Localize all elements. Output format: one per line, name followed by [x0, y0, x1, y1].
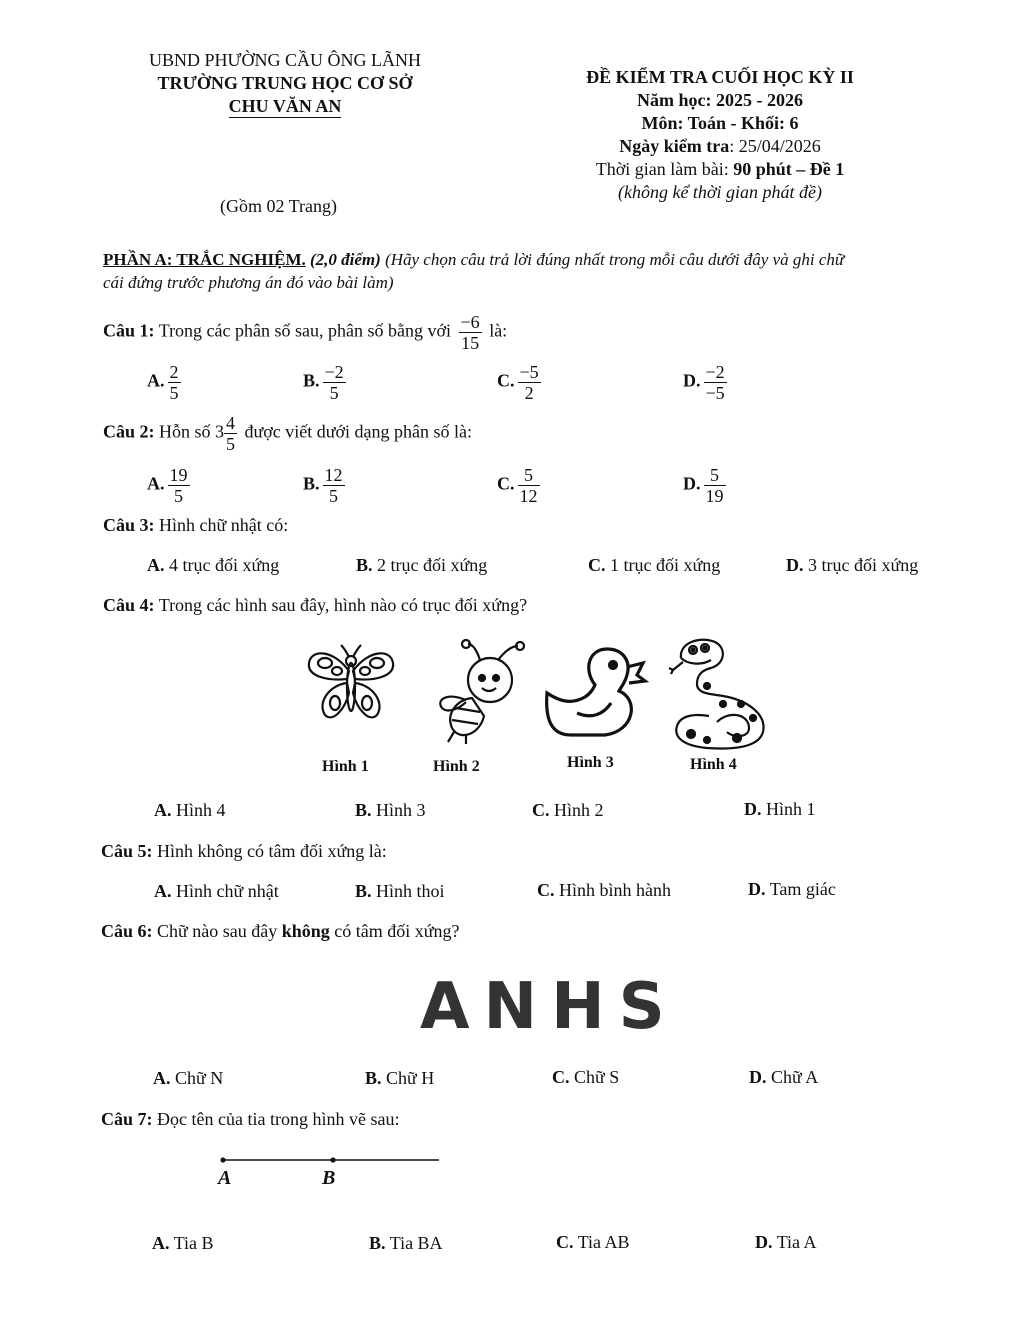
duration-value: 90 phút – Đề 1 — [733, 159, 845, 179]
fraction-numerator: 5 — [704, 465, 726, 486]
q6-option-c[interactable] — [552, 1067, 619, 1088]
option-fraction — [323, 362, 346, 403]
figure-4-caption: Hình 4 — [690, 756, 737, 773]
fraction-numerator: −5 — [519, 362, 539, 382]
option-letter: B. — [356, 555, 373, 575]
q4-option-c[interactable] — [532, 800, 604, 821]
authority-name: UBND PHƯỜNG CẦU ÔNG LÃNH — [149, 50, 421, 70]
q7-option-b[interactable] — [369, 1233, 443, 1254]
snake-icon — [667, 634, 773, 752]
figure-2-caption: Hình 2 — [433, 758, 480, 775]
option-letter: A. — [147, 473, 165, 494]
option-letter: A. — [153, 1068, 171, 1088]
option-text: Tam giác — [769, 879, 836, 899]
q6-option-d[interactable] — [749, 1067, 818, 1088]
exam-duration — [560, 158, 880, 181]
option-letter: A. — [147, 370, 165, 391]
option-letter: B. — [355, 800, 372, 820]
fraction-numerator: −6 — [460, 312, 480, 332]
option-letter: D. — [755, 1232, 773, 1252]
option-text: Hình thoi — [376, 881, 445, 901]
figure-1-caption: Hình 1 — [322, 758, 369, 775]
option-text: Tia B — [173, 1233, 214, 1253]
option-text: 4 trục đối xứng — [169, 555, 280, 575]
fraction-denominator: 2 — [524, 383, 534, 403]
fraction-denominator: 12 — [519, 486, 538, 506]
section-a-title: PHẦN A: TRẮC NGHIỆM. — [103, 250, 306, 269]
question-1-label: Câu 1: — [103, 320, 155, 341]
question-7 — [101, 1109, 399, 1130]
question-3 — [103, 515, 288, 536]
section-a-heading — [103, 248, 953, 294]
fraction-denominator: 5 — [174, 486, 183, 506]
school-type: TRƯỜNG TRUNG HỌC CƠ SỞ — [157, 73, 413, 93]
fraction-denominator: 5 — [169, 383, 179, 403]
q4-option-a[interactable] — [154, 800, 226, 821]
fraction-numerator: 2 — [169, 362, 179, 382]
question-1-text: Trong các phân số sau, phân số bằng với — [158, 320, 452, 341]
letters-display: ANHS — [420, 970, 679, 1044]
question-6 — [101, 921, 460, 942]
option-letter: C. — [556, 1232, 574, 1252]
question-1-fraction — [459, 312, 482, 353]
section-a-instruction: (Hãy chọn câu trả lời đúng nhất trong mỗi câu dưới đây và ghi chữ — [385, 250, 845, 269]
point-b-label: B — [322, 1167, 336, 1189]
q3-option-d[interactable] — [786, 555, 918, 576]
q5-option-c[interactable] — [537, 880, 671, 901]
q2-option-d[interactable] — [683, 465, 729, 506]
option-text: Hình 1 — [766, 799, 816, 819]
q2-option-c[interactable] — [497, 465, 543, 506]
figure-3-caption: Hình 3 — [567, 754, 614, 771]
option-letter: B. — [303, 370, 320, 391]
header-left — [125, 49, 445, 118]
option-letter: A. — [152, 1233, 170, 1253]
exam-date-label: Ngày kiểm tra — [619, 136, 730, 156]
question-5-label: Câu 5: — [101, 841, 153, 861]
mixed-number-whole: 3 — [215, 421, 225, 442]
option-letter: A. — [154, 881, 172, 901]
mixed-number-fraction — [224, 413, 237, 454]
option-fraction — [168, 465, 190, 506]
option-fraction — [704, 362, 727, 403]
fraction-numerator: 12 — [324, 465, 343, 485]
option-fraction — [323, 465, 345, 506]
question-2-tail: được viết dưới dạng phân số là: — [244, 421, 473, 442]
q7-option-d[interactable] — [755, 1232, 817, 1253]
q1-option-a[interactable] — [147, 362, 184, 403]
option-text: Chữ S — [574, 1067, 620, 1087]
question-6-text: Chữ nào sau đây — [157, 921, 278, 941]
q5-option-b[interactable] — [355, 881, 445, 902]
header-right — [560, 66, 880, 204]
option-letter: C. — [552, 1067, 570, 1087]
question-1-tail: là: — [489, 320, 508, 341]
option-letter: C. — [588, 555, 606, 575]
exam-date-value: : 25/04/2026 — [729, 136, 821, 156]
option-letter: D. — [748, 879, 766, 899]
option-text: Hình 2 — [554, 800, 604, 820]
option-text: Chữ H — [386, 1068, 435, 1088]
q3-option-b[interactable] — [356, 555, 487, 576]
question-6-emphasis: không — [281, 921, 330, 941]
question-7-text: Đọc tên của tia trong hình vẽ sau: — [157, 1109, 400, 1129]
question-6-tail: có tâm đối xứng? — [334, 921, 460, 941]
option-letter: C. — [497, 370, 515, 391]
fraction-numerator: 4 — [226, 413, 236, 433]
option-letter: B. — [355, 881, 372, 901]
q7-option-a[interactable] — [152, 1233, 214, 1254]
question-4-label: Câu 4: — [103, 595, 155, 615]
option-letter: B. — [303, 473, 320, 494]
option-letter: B. — [369, 1233, 386, 1253]
option-letter: A. — [147, 555, 165, 575]
school-name: CHU VĂN AN — [228, 96, 342, 116]
q6-option-b[interactable] — [365, 1068, 434, 1089]
page-count: (Gồm 02 Trang) — [220, 196, 338, 216]
subject-grade: Môn: Toán - Khối: 6 — [641, 113, 799, 133]
option-letter: D. — [744, 799, 762, 819]
duck-icon — [543, 645, 649, 739]
question-1 — [103, 312, 507, 353]
point-b-dot — [330, 1157, 335, 1162]
q3-option-a[interactable] — [147, 555, 279, 576]
option-text: Hình bình hành — [559, 880, 671, 900]
point-a-dot — [220, 1157, 225, 1162]
option-letter: C. — [532, 800, 550, 820]
option-fraction — [704, 465, 726, 506]
option-text: 1 trục đối xứng — [610, 555, 721, 575]
q2-option-b[interactable] — [303, 465, 348, 506]
question-3-label: Câu 3: — [103, 515, 155, 535]
point-a-label: A — [218, 1167, 232, 1189]
option-text: Chữ A — [771, 1067, 819, 1087]
duration-label: Thời gian làm bài: — [595, 159, 734, 179]
option-letter: D. — [749, 1067, 767, 1087]
question-2-text: Hỗn số — [159, 421, 211, 442]
q2-option-a[interactable] — [147, 465, 193, 506]
question-5-text: Hình không có tâm đối xứng là: — [157, 841, 387, 861]
fraction-denominator: 5 — [329, 486, 339, 506]
option-fraction — [168, 362, 181, 403]
bee-icon — [432, 638, 530, 748]
butterfly-icon — [303, 643, 399, 725]
school-year: Năm học: 2025 - 2026 — [637, 90, 803, 110]
section-a-instruction-2: cái đứng trước phương án đó vào bài làm) — [103, 273, 394, 292]
option-text: Chữ N — [175, 1068, 224, 1088]
question-4-text: Trong các hình sau đây, hình nào có trục đối xứng? — [158, 595, 528, 615]
fraction-denominator: 5 — [226, 434, 236, 454]
question-4 — [103, 595, 527, 616]
option-letter: C. — [497, 473, 515, 494]
section-a-points: (2,0 điểm) — [310, 250, 381, 269]
question-5 — [101, 841, 387, 862]
q1-option-d[interactable] — [683, 362, 730, 403]
fraction-numerator: 19 — [169, 465, 188, 485]
option-text: Hình chữ nhật — [176, 881, 279, 901]
fraction-denominator: −5 — [705, 383, 725, 403]
option-text: Hình 3 — [376, 800, 426, 820]
option-text: Hình 4 — [176, 800, 226, 820]
exam-date — [560, 135, 880, 158]
q3-option-c[interactable] — [588, 555, 720, 576]
exam-title: ĐỀ KIỂM TRA CUỐI HỌC KỲ II — [586, 67, 854, 87]
q6-option-a[interactable] — [153, 1068, 223, 1089]
option-text: 2 trục đối xứng — [377, 555, 488, 575]
fraction-denominator: 5 — [329, 383, 339, 403]
option-text: 3 trục đối xứng — [808, 555, 919, 575]
option-letter: C. — [537, 880, 555, 900]
option-text: Tia AB — [577, 1232, 630, 1252]
option-fraction — [518, 362, 541, 403]
question-7-label: Câu 7: — [101, 1109, 153, 1129]
question-3-text: Hình chữ nhật có: — [159, 515, 289, 535]
question-2-label: Câu 2: — [103, 421, 155, 442]
fraction-numerator: 5 — [518, 465, 540, 486]
option-letter: A. — [154, 800, 172, 820]
option-letter: D. — [683, 370, 701, 391]
option-fraction — [518, 465, 540, 506]
q1-option-b[interactable] — [303, 362, 349, 403]
option-text: Tia A — [776, 1232, 817, 1252]
fraction-numerator: −2 — [705, 362, 725, 382]
q5-option-a[interactable] — [154, 881, 279, 902]
q1-option-c[interactable] — [497, 362, 544, 403]
option-letter: D. — [786, 555, 804, 575]
fraction-numerator: −2 — [324, 362, 344, 382]
question-2 — [103, 413, 472, 454]
fraction-denominator: 19 — [705, 486, 724, 506]
q4-option-b[interactable] — [355, 800, 426, 821]
question-6-label: Câu 6: — [101, 921, 153, 941]
q4-option-d[interactable] — [744, 799, 816, 820]
option-letter: B. — [365, 1068, 382, 1088]
q5-option-d[interactable] — [748, 879, 836, 900]
q7-option-c[interactable] — [556, 1232, 630, 1253]
fraction-denominator: 15 — [461, 333, 480, 353]
duration-note: (không kể thời gian phát đề) — [617, 182, 823, 202]
option-letter: D. — [683, 473, 701, 494]
option-text: Tia BA — [389, 1233, 443, 1253]
